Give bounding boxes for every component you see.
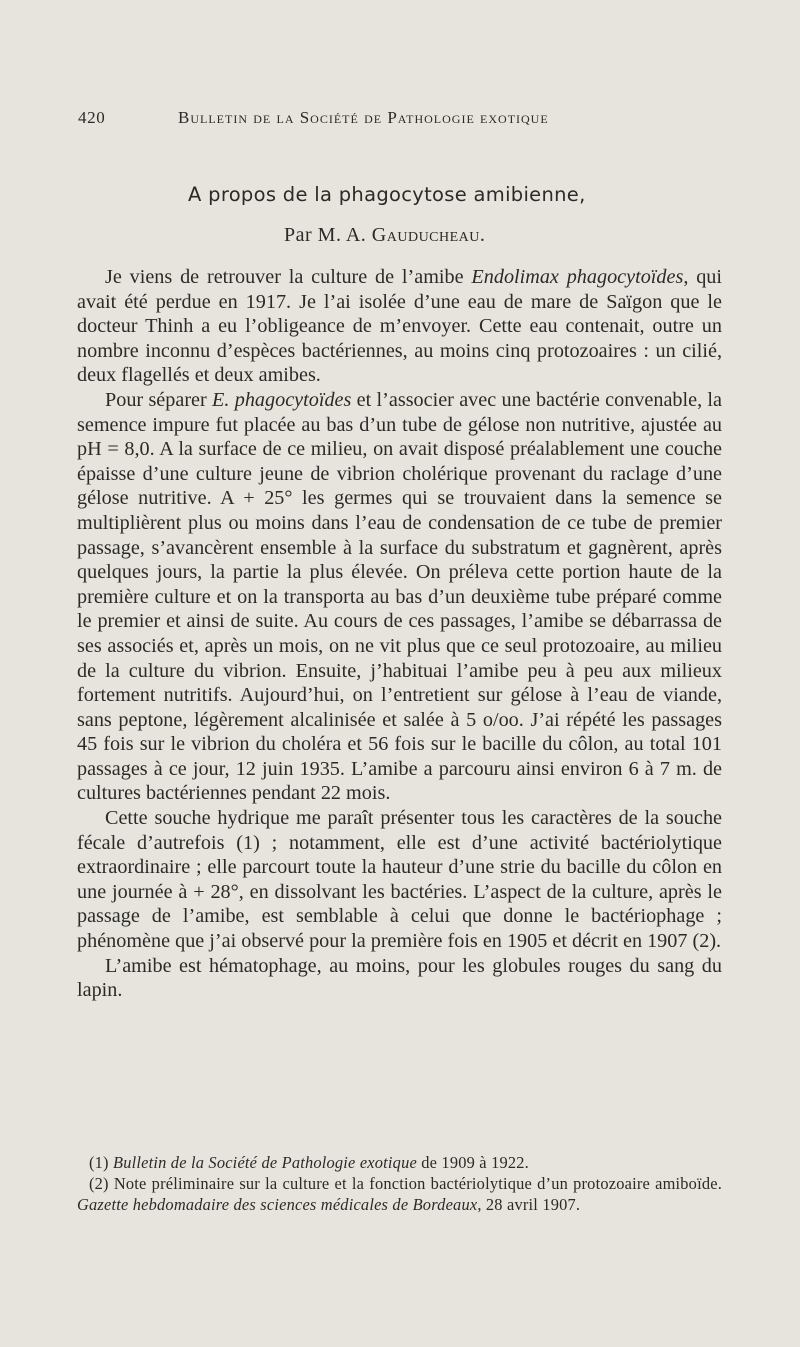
- footnote-1: [77, 1153, 722, 1174]
- article-body: [77, 265, 722, 1003]
- footnote-2: [77, 1174, 722, 1216]
- citation-title: Gazette hebdomadaire des sciences médicales de Bordeaux: [77, 1194, 478, 1214]
- species-name: E. phagocytoïdes: [212, 388, 352, 411]
- text: , qui avait été perdue en 1917. Je l’ai isolée d’une eau de mare de Saïgon que le docteur Thinh a eu l’obligeance de m’envoyer. Cette eau contenait, outre un nombre inconnu d’espèces bactériennes, au moins cinq protozoaires : un cilié, deux flagellés et deux amibes.: [77, 266, 722, 387]
- paragraph-3: Cette souche hydrique me paraît présenter tous les caractères de la souche fécale d’autrefois (1) ; notamment, elle est d’une activité bactériolytique extraordinaire ; elle parcourt toute la hauteur d’une strie du bacille du côlon en une journée à + 28°, en dissolvant les bactéries. L’aspect de la culture, après le passage de l’amibe, est semblable à celui que donne le bactériophage ; phénomène que j’ai observé pour la première fois en 1905 et décrit en 1907 (2).: [77, 807, 722, 953]
- page-number: 420: [78, 108, 106, 127]
- paragraph-1: [77, 265, 722, 388]
- text: , 28 avril 1907.: [477, 1194, 581, 1214]
- footnote-number: (2): [89, 1173, 114, 1193]
- citation-title: Bulletin de la Société de Pathologie exotique: [113, 1153, 417, 1172]
- author-name: Gauducheau.: [371, 224, 486, 246]
- paragraph-4: L’amibe est hématophage, au moins, pour les globules rouges du sang du lapin.: [77, 954, 722, 1002]
- text: Note préliminaire sur la culture et la fonction bactériolytique d’un protozoaire amiboïde.: [113, 1173, 723, 1193]
- footnote-number: (1): [89, 1153, 114, 1172]
- byline-prefix: Par M. A.: [284, 224, 367, 246]
- species-name: Endolimax phagocytoïdes: [471, 266, 684, 288]
- text: Pour séparer: [105, 388, 213, 411]
- text: de 1909 à 1922.: [416, 1153, 529, 1172]
- journal-title: Bulletin de la Société de Pathologie exotique: [178, 108, 549, 127]
- text: Je viens de retrouver la culture de l’amibe: [105, 266, 472, 288]
- byline: [284, 224, 485, 247]
- article-title: A propos de la phagocytose amibienne,: [188, 183, 586, 206]
- footnotes: [77, 1153, 722, 1215]
- paragraph-2: [77, 388, 722, 806]
- text: et l’associer avec une bactérie convenable, la semence impure fut placée au bas d’un tube de gélose non nutritive, ajustée au pH = 8,0. A la surface de ce milieu, on avait disposé préalablement une couche épaisse d’une culture jeune de vibrion cholérique provenant du raclage d’une gélose nutritive. A + 25° les germes qui se trouvaient dans la semence se multiplièrent plus ou moins dans l’eau de condensation de ce tube de premier passage, s’avancèrent ensemble à la surface du substratum et gagnèrent, après quelques jours, la partie la plus élevée. On préleva cette portion haute de la première culture et on la transporta au bas d’un deuxième tube préparé comme le premier et ainsi de suite. Au cours de ces passages, l’amibe se débarrassa de ses associés et, après un mois, on ne vit plus que ce seul protozoaire, au milieu de la culture du vibrion. Ensuite, j’habituai l’amibe peu à peu aux milieux fortement nutritifs. Aujourd’hui, on l’entretient sur gélose à l’eau de viande, sans peptone, légèrement alcalinisée et salée à 5 o/oo. J’ai répété les passages 45 fois sur le vibrion du choléra et 56 fois sur le bacille du côlon, au total 101 passages à ce jour, 12 juin 1935. L’amibe a parcouru ainsi environ 6 à 7 m. de cultures bactériennes pendant 22 mois.: [77, 388, 722, 805]
